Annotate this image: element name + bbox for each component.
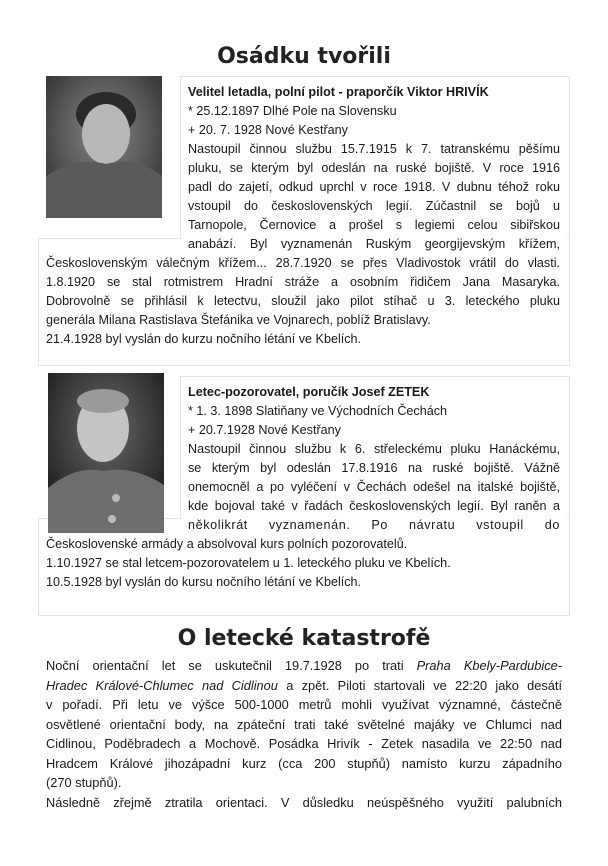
observer-died: + 20.7.1928 Nové Kestřany bbox=[188, 423, 341, 437]
route-text: Hradec Králové-Chlumec nad Cidlinou bbox=[46, 677, 278, 693]
crash-line: Následně zřejmě ztratila orientaci. V důsledku neúspěšného využití palubních bbox=[46, 794, 562, 810]
pilot-born: * 25.12.1897 Dlhé Pole na Slovensku bbox=[188, 104, 397, 118]
pilot-bio-line: pluku, se kterým byl odeslán na ruské bojiště. V roce 1916 bbox=[188, 161, 560, 175]
crash-line bbox=[46, 656, 562, 676]
pilot-bio-line: anabází. Byl vyznamenán Ruským georgijevským křížem, bbox=[188, 237, 560, 251]
observer-bio-line: Nastoupil činnou službu k 6. střeleckému pluku Hanáckému, bbox=[188, 442, 560, 456]
pilot-bio-line: Nastoupil činnou službu 15.7.1915 k 7. tatranskému pěšímu bbox=[188, 142, 560, 156]
pilot-bio-line: padl do zajetí, odkud uprchl v roce 1918. V dubnu téhož roku bbox=[188, 180, 560, 194]
crash-line: v pořadí. Při letu ve výšce 500-1000 metrů mohli využívat významné, částečně bbox=[46, 697, 562, 712]
observer-bio-line: 1.10.1927 se stal letcem-pozorovatelem u 1. leteckého pluku ve Kbelích. bbox=[46, 556, 451, 570]
observer-bio-line: Československé armády a absolvoval kurs polních pozorovatelů. bbox=[46, 537, 408, 551]
pilot-bio-line: 1.8.1920 se stal rotmistrem Hradní stráže a osobním řidičem Jana Masaryka. bbox=[46, 275, 560, 289]
observer-born: * 1. 3. 1898 Slatiňany ve Východních Čechách bbox=[188, 404, 448, 418]
observer-bio-line: se kterým byl odeslán 17.8.1916 na ruské bojiště. Vážně bbox=[188, 461, 560, 475]
pilot-photo bbox=[46, 76, 162, 218]
pilot-title: Velitel letadla, polní pilot - praporčík Viktor HRIVÍK bbox=[188, 85, 489, 99]
pilot-died: + 20. 7. 1928 Nové Kestřany bbox=[188, 123, 348, 137]
pilot-bio-line: Dobrovolně se přihlásil k letectvu, sloužil jako pilot stíhač u 3. leteckého pluku bbox=[46, 294, 560, 308]
observer-bio-line: kde bojoval také v řadách československých legií. Byl raněn a bbox=[188, 499, 560, 513]
observer-bio-line: 10.5.1928 byl vyslán do kursu nočního létání ve Kbelích. bbox=[46, 575, 362, 589]
crash-line: Hradcem Králové jihozápadní kurz (cca 200 stupňů) namísto kurzu západního bbox=[46, 755, 562, 771]
crash-line: (270 stupňů). bbox=[46, 775, 122, 790]
crash-line bbox=[46, 676, 562, 696]
crash-heading: O letecké katastrofě bbox=[177, 626, 431, 651]
pilot-bio-line: generála Milana Rastislava Štefánika ve Vojnarech, poblíž Bratislavy. bbox=[46, 313, 431, 327]
observer-title: Letec-pozorovatel, poručík Josef ZETEK bbox=[188, 385, 430, 399]
pilot-bio-line: vstoupil do československých legií. Zúčastnil se bojů u bbox=[188, 199, 560, 213]
crash-line: Cidlinou, Poděbradech a Mochově. Posádka Hrivík - Zetek nasadila ve 22:50 nad bbox=[46, 736, 562, 751]
crash-text bbox=[46, 656, 562, 812]
pilot-bio-line: Tarnopole, Černovice a prošel s legiemi celou sibiřskou bbox=[188, 218, 560, 232]
pilot-bio-line: Československým válečným křížem... 28.7.1920 se přes Vladivostok vrátil do vlasti. bbox=[46, 256, 560, 270]
crash-text-run: Noční orientační let se uskutečnil 19.7.1928 po trati bbox=[46, 658, 417, 673]
crash-text-run: a zpět. Piloti startovali ve 22:20 jako desátí bbox=[277, 677, 563, 693]
observer-photo bbox=[48, 373, 164, 533]
observer-bio-line: několikrát vyznamenán. Po návratu vstoupil do bbox=[188, 518, 560, 532]
observer-bio-line: onemocněl a po vyléčení v Čechách odešel na italské bojiště, bbox=[188, 480, 560, 494]
crash-line: osvětlené orientační body, na zpáteční trati také světelné majáky ve Chlumci nad bbox=[46, 716, 562, 732]
pilot-bio-line: 21.4.1928 byl vyslán do kurzu nočního létání ve Kbelích. bbox=[46, 332, 362, 346]
route-text: Praha Kbely-Pardubice- bbox=[416, 658, 562, 673]
crew-heading: Osádku tvořili bbox=[217, 44, 391, 69]
